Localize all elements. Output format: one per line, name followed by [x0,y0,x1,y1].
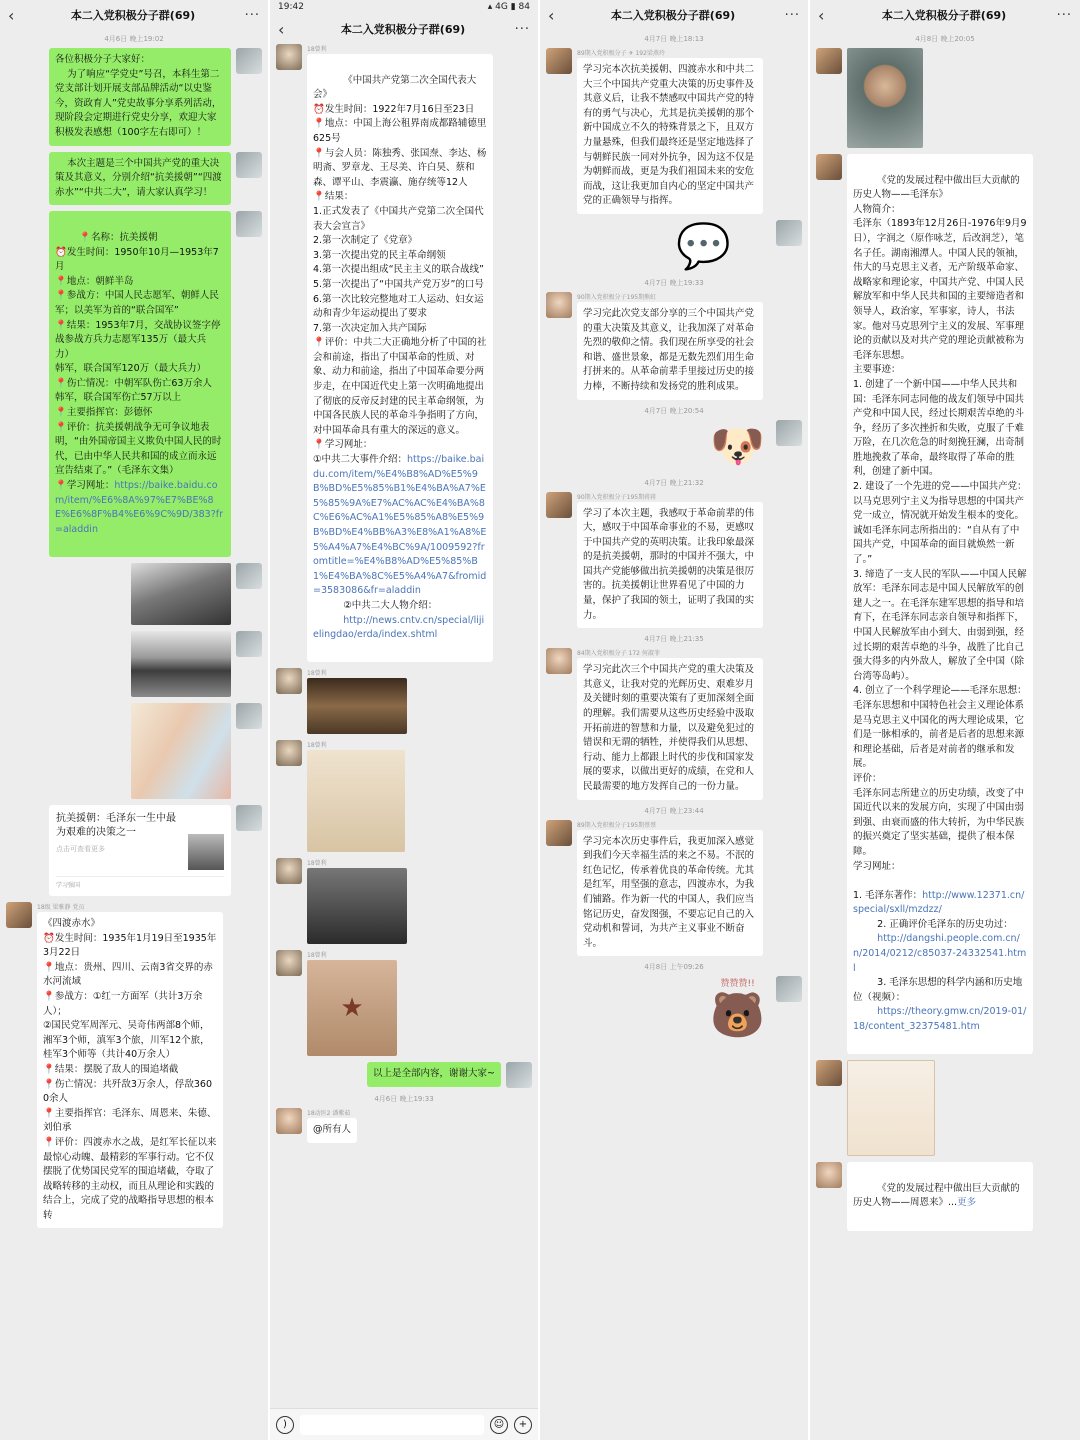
avatar[interactable] [276,950,302,976]
message-bubble[interactable]: @所有人 [307,1118,357,1143]
message-bubble[interactable]: 各位积极分子大家好： 为了响应“学党史”号召，本科生第二党支部计划开展支部品牌活动“以史鉴今，资政育人”党史故事分享系列活动，现阶段会定期进行党史分享，欢迎大家积极发表感想（100字左右即可）！ [49,48,231,146]
timestamp: 4月8日 上午09:26 [644,963,704,972]
message-row [546,648,802,799]
avatar[interactable] [816,48,842,74]
message-bubble[interactable]: 学习了本次主题，我感叹于革命前辈的伟大，感叹于中国革命事业的不易，更感叹于中国共产党的英明决策。让我印象最深的是抗美援朝，那时的中国并不强大，中国共产党能够做出抗美援朝的决策是很厉害的。抗美援朝让世界看见了中国的力量，保护了我国的领土，证明了我国的实力。 [577,502,763,629]
article-subtitle: 点击可查看更多 [56,845,105,853]
message-link[interactable]: https://baike.baidu.com/item/%E4%B8%AD%E5%9B%BD%E5%85%B1%E4%BA%A7%E5%85%9A%E7%AC%AC%E4%BA%8C%E6%AC%A1%E5%85%A8%E5%9B%BD%E4%BB%A3%E8%A1%A8%E5%A4%A7%E4%BC%9A/1009592?fromtitle=%E4%B8%AD%E5%85%B1%E4%BA%8C%E5%A4%A7&fromid=3583086&fr=aladdin [313,454,487,597]
more-options-icon[interactable]: ··· [244,7,260,23]
message-row [276,1108,532,1143]
message-bubble[interactable] [847,154,1033,1054]
timestamp: 4月6日 晚上19:33 [374,1095,434,1104]
back-arrow-icon[interactable]: ‹ [8,5,15,25]
sender-name: 89期入党积极分子 ✈ 192梁燕玲 [577,50,665,56]
message-bubble[interactable]: 学习完此次三个中国共产党的重大决策及其意义，让我对党的光辉历史、艰难岁月及关键时刻的重要决策有了更加深刻全面的理解。我们需要从这些历史经验中汲取开拓前进的智慧和力量，以及避免犯过的错误和无谓的牺牲，并使得我们从思想、行动、能力上都跟上时代的步伐和国家发展的要求，以做出更好的成绩，在党和人民最需要的地方发挥自己的一份力量。 [577,658,763,799]
chat-title: 本二入党积极分子群(69) [70,9,196,22]
avatar[interactable] [276,668,302,694]
timestamp: 4月8日 晚上20:05 [915,35,975,43]
article-thumbnail [188,834,224,870]
message-row [546,48,802,214]
photo-battle-map[interactable] [131,703,231,799]
avatar[interactable] [546,648,572,674]
message-link[interactable]: http://news.cntv.cn/special/lijielingdao/erda/index.shtml [313,614,485,641]
photo-document-page[interactable] [847,1060,935,1156]
back-arrow-icon[interactable]: ‹ [278,19,285,39]
message-row [546,220,802,272]
message-bubble[interactable]: 《四渡赤水》 ⏰发生时间：1935年1月19日至1935年3月22日 📍地点：贵州、四川、云南3省交界的赤水河流域 📍参战方：①红一方面军（共计3万余人）； ②国民党军周浑元、吴奇伟两部8个师，湘军3个师，滇军3个旅，川军12个旅，桂军3个师等（共计40万余人） 📍结果：摆脱了敌人的围追堵截 📍伤亡情况：共歼敌3万余人，俘敌3600余人 📍主要指挥官：毛泽东、周恩来、朱德、刘伯承 📍评价：四渡赤水之战，是红军长征以来最惊心动魄、最精彩的军事行动。它不仅摆脱了优势国民党军的围追堵截，夺取了战略转移的主动权，而且从理论和实践的结合上，完成了党的战略指导思想的根本转 [37,912,223,1228]
photo-war-scene[interactable] [131,563,231,625]
more-options-icon[interactable]: ··· [784,7,800,23]
avatar[interactable] [236,152,262,178]
message-bubble[interactable]: 学习完本次抗美援朝、四渡赤水和中共二大三个中国共产党重大决策的历史事件及其意义后，让我不禁感叹中国共产党的特有的勇气与决心，尤其是抗美援朝的那个新中国成立不久的特殊背景之下，且双方力量悬殊，但我们最终还是坚定地选择了与朝鲜民族一同对外抗争，因为这不仅是为朝鲜而战，更是为我们祖国未来的安危而战，这让我更加自内心的坚定中国共产党的正确领导与指挥。 [577,58,763,214]
avatar[interactable] [276,858,302,884]
message-link[interactable]: https://theory.gmw.cn/2019-01/18/content_32375481.htm [853,1006,1027,1033]
message-bubble[interactable]: 以上是全部内容，谢谢大家~ [367,1062,501,1087]
chat-screen-4 [810,0,1080,1440]
message-row [6,48,262,146]
avatar[interactable] [776,420,802,446]
avatar[interactable] [236,211,262,237]
sender-name: 18动医2 潘紫茹 [307,1110,351,1117]
message-input[interactable] [300,1415,484,1435]
chat-screen-2 [270,0,538,1440]
message-row [6,805,262,896]
sticker-praise[interactable] [710,976,765,1041]
message-row [6,703,262,799]
more-options-icon[interactable]: ··· [514,21,530,37]
message-bubble[interactable] [307,54,493,662]
message-row [816,48,1074,148]
network-type: 4G [495,2,508,12]
chat-header [540,0,808,30]
message-row [276,740,532,852]
message-text: 3. 毛泽东思想的科学内涵和历史地位（视频）： [853,977,1023,1003]
chat-header [270,14,538,44]
sender-name: 18级 梁雅静 党员 [37,904,85,910]
sender-name: 89期入党积极分子195期蔡蔡 [577,821,657,828]
portrait-photo[interactable] [847,48,923,148]
message-row [816,154,1074,1054]
back-arrow-icon[interactable]: ‹ [818,5,825,25]
sender-name: 18曾利 [307,46,327,52]
avatar[interactable] [546,292,572,318]
sender-name: 18曾利 [307,670,327,677]
message-link[interactable]: http://dangshi.people.com.cn/n/2014/0212/c85037-24332541.html [853,933,1027,974]
sender-name: 90期入党积极分子195期熊虹 [577,293,657,300]
voice-icon[interactable]: ) [276,1416,294,1434]
article-card[interactable] [49,805,231,896]
chat-header [0,0,268,30]
message-row [6,211,262,557]
timestamp: 4月7日 晚上18:13 [644,35,704,43]
avatar[interactable] [506,1062,532,1088]
message-text: 📍名称：抗美援朝 ⏰发生时间：1950年10月—1953年7月 📍地点：朝鲜半岛 📍参战方：中国人民志愿军、朝鲜人民军；以美军为首的“联合国军” 📍结果：1953年7月，交战协议签字停战参战方兵力志愿军135万（最大兵力） 韩军，联合国军120万（最大兵力） 📍伤亡情况：中朝军队伤亡63万余人 韩军，联合国军伤亡57万以上 📍主要指挥官：彭德怀 📍评价：抗美援朝战争无可争议地表明，“由外国帝国主义欺负中国人民的时代，已由中华人民共和国的成立而永远宣告结束了。”（毛泽东文集） 📍学习网址： [55,231,222,492]
message-text: 《中国共产党第二次全国代表大会》 ⏰发生时间：1922年7月16日至23日 📍地点：中国上海公租界南成都路辅德里625号 📍与会人员：陈独秀、张国焘、李达、杨明斋、罗章龙、王尽美、许白昊、蔡和森、谭平山、李震瀛、施存统等12人 📍结果： 1.正式发表了《中国共产党第二次全国代表大会宣言》 2.第一次制定了《党章》 3.第一次提出党的民主革命纲领 4.第一次提出组成“民主主义的联合战线” 5.第一次提出了“中国共产党万岁”的口号 6.第一次比较完整地对工人运动、妇女运动和青少年运动提出了要求 7.第一次决定加入共产国际 📍评价：中共二大正确地分析了中国的社会和前途，指出了中国革命的性质、对象、动力和前途，指出了中国革命要分两步走，在中国近代史上第一次明确地提出了彻底的反帝反封建的民主革命纲领，为中国各民族人民的革命斗争指明了方向，对中国革命具有重大的深远的意义。 📍学习网址： ①中共二大事件介绍： [313,74,487,466]
avatar[interactable] [816,1162,842,1188]
sender-name: 18曾利 [307,860,327,867]
timestamp: 4月7日 晚上21:32 [644,478,704,487]
avatar[interactable] [236,563,262,589]
avatar[interactable] [776,220,802,246]
message-row [276,950,532,1056]
message-row [276,1062,532,1088]
sender-name: 90期入党积极分子195期蒋蒋 [577,493,657,500]
chat-title: 本二入党积极分子群(69) [610,9,736,22]
timestamp: 4月6日 晚上19:02 [104,35,164,43]
timestamp: 4月7日 晚上19:33 [644,278,704,287]
sticker-corgi[interactable]: 🐶 [710,420,765,472]
message-link[interactable]: https://baike.baidu.com/item/%E6%8A%97%E7%BE%8E%E6%8F%B4%E6%9C%9D/383?fr=aladdin [55,480,223,535]
plus-icon[interactable]: + [514,1416,532,1434]
sticker-speech-bubble[interactable]: 💬 [676,220,731,272]
avatar[interactable] [816,1060,842,1086]
avatar[interactable] [816,154,842,180]
message-bubble[interactable]: 学习完此次党支部分享的三个中国共产党的重大决策及其意义，让我加深了对革命先烈的敬仰之情。我们现在所享受的社会和谐、盛世景象，都是无数先烈们用生命打拼来的。从革命前辈手里接过历史的接力棒，不断持续和发扬党的胜利成果。 [577,302,763,400]
status-icons: ▴ 4G ▮ 84 [487,2,530,12]
chat-header [810,0,1080,30]
article-title: 抗美援朝：毛泽东一生中最为艰难的决策之一 [56,813,176,838]
message-text: 《党的发展过程中做出巨大贡献的历史人物——毛泽东》 人物简介： 毛泽东（1893年12月26日-1976年9月9日），字润之（原作咏芝，后改润芝），笔名子任。湖南湘潭人。中国人民的领袖，伟大的马克思主义者，无产阶级革命家、战略家和理论家，中国共产党、中国人民解放军和中华人民共和国的主要缔造者和领导人，政治家，军事家，诗人，书法家。他对马克思列宁主义的发展、军事理论的贡献以及对共产党的理论贡献被称为毛泽东思想。 主要事迹： 1. 创建了一个新中国——中华人民共和国：毛泽东同志同他的战友们领导中国共产党和中国人民，经过长期艰苦卓绝的斗争，经历了多次挫折和失败，克服了千难万险，在几次危急的时刻挽狂澜，出奇制胜地挽救了革命，最终取得了革命的胜利，创建了新中国。 2. 建设了一个先进的党——中国共产党：以马克思列宁主义为指导思想的中国共产党一成立，情况就开始发生根本的变化。诚如毛泽东同志所指出的：“自从有了中国共产党，中国革命的面目就焕然一新了。” 3. 缔造了一支人民的军队——中国人民解放军：毛泽东同志是中国人民解放军的创建人之一。在毛泽东建军思想的指导和培育下，在毛泽东同志亲自领导和指挥下，中国人民解放军由小到大、由弱到强，经过长期的艰苦卓绝的斗争，战胜了比自己强大得多的内外敌人，解放了全中国（除台湾等岛屿）。 4. 创立了一个科学理论——毛泽东思想：毛泽东思想和中国特色社会主义理论体系是马克思主义中国化的两大理论成果，它们是一脉相承的，前者是后者的思想来源和理论基础，后者是对前者的继承和发展。 评价： 毛泽东同志所建立的历史功绩，改变了中国近代以来的发展方向，实现了中国由弱到强、由衰而盛的伟大转折，为中华民族的振兴奠定了坚实基础，提供了根本保障。 学习网址： 1. 毛泽东著作： [853,174,1027,901]
more-options-icon[interactable]: ··· [1056,7,1072,23]
avatar[interactable] [236,631,262,657]
photo-bridge-crossing[interactable] [131,631,231,697]
chat-title: 本二入党积极分子群(69) [881,9,1007,22]
message-row [816,1162,1074,1230]
avatar[interactable] [776,976,802,1002]
battery-level: 84 [518,2,530,12]
input-bar [270,1408,538,1440]
chat-screen-3 [540,0,808,1440]
photo-historical-document[interactable] [307,750,405,852]
chat-title: 本二入党积极分子群(69) [340,23,466,36]
article-source: 学习强国 [56,876,224,889]
avatar[interactable] [236,703,262,729]
message-row [6,631,262,697]
sender-name: 18曾利 [307,742,327,749]
avatar[interactable] [236,805,262,831]
message-row [6,902,262,1228]
message-bubble[interactable] [49,211,231,557]
avatar[interactable] [546,48,572,74]
message-row [6,563,262,625]
back-arrow-icon[interactable]: ‹ [548,5,555,25]
message-text: ②中共二大人物介绍： [343,599,438,611]
avatar[interactable] [276,44,302,70]
message-row [546,976,802,1041]
message-bubble[interactable]: 学习完本次历史事件后，我更加深入感觉到我们今天幸福生活的来之不易。不泯的红色记忆，传承着优良的革命传统。尤其是红军，用坚强的意志，四渡赤水，为我们铺路。作为新一代的中国人，我们应当铭记历史，奋发图强，不要忘记自己的入党动机和誓词，为共产主义事业不断奋斗。 [577,830,763,957]
message-row [276,858,532,944]
chat-screen-1 [0,0,268,1440]
message-text: 2. 正确评价毛泽东的历史功过： [877,918,1013,930]
status-time: 19:42 [278,2,304,12]
sender-name: 18曾利 [307,952,327,959]
timestamp: 4月7日 晚上20:54 [644,406,704,415]
message-row [6,152,262,206]
avatar[interactable] [276,1108,302,1134]
sender-name: 84期入党积极分子 172 何淑菲 [577,650,660,657]
avatar[interactable] [276,740,302,766]
read-more-link[interactable]: 更多 [957,1197,977,1209]
message-row [276,668,532,734]
sticker-caption: 赞赞赞!! [720,979,755,990]
timestamp: 4月7日 晚上21:35 [644,635,704,644]
status-bar [270,0,538,14]
message-text: 《党的发展过程中做出巨大贡献的历史人物——周恩来》... [853,1182,1020,1209]
message-row [546,292,802,400]
photo-party-booklet[interactable]: ★ [307,960,397,1056]
message-bubble[interactable]: 本次主题是三个中国共产党的重大决策及其意义，分别介绍“抗美援朝”“四渡赤水”“中共二大”，请大家认真学习！ [49,152,231,206]
photo-meeting-room[interactable] [307,678,407,734]
avatar[interactable] [6,902,32,928]
timestamp: 4月7日 晚上23:44 [644,806,704,815]
emoji-icon[interactable]: ☺ [490,1416,508,1434]
message-row [276,44,532,662]
avatar[interactable] [236,48,262,74]
avatar[interactable] [546,492,572,518]
message-row [816,1060,1074,1156]
message-row [546,420,802,472]
message-link[interactable]: http://www.12371.cn/special/sxll/mzdzz/ [853,889,1025,916]
avatar[interactable] [546,820,572,846]
message-row [546,492,802,629]
message-row [546,820,802,957]
photo-memorial-building[interactable] [307,868,407,944]
message-bubble[interactable] [847,1162,1033,1230]
bear-icon: 🐻 [710,990,765,1042]
